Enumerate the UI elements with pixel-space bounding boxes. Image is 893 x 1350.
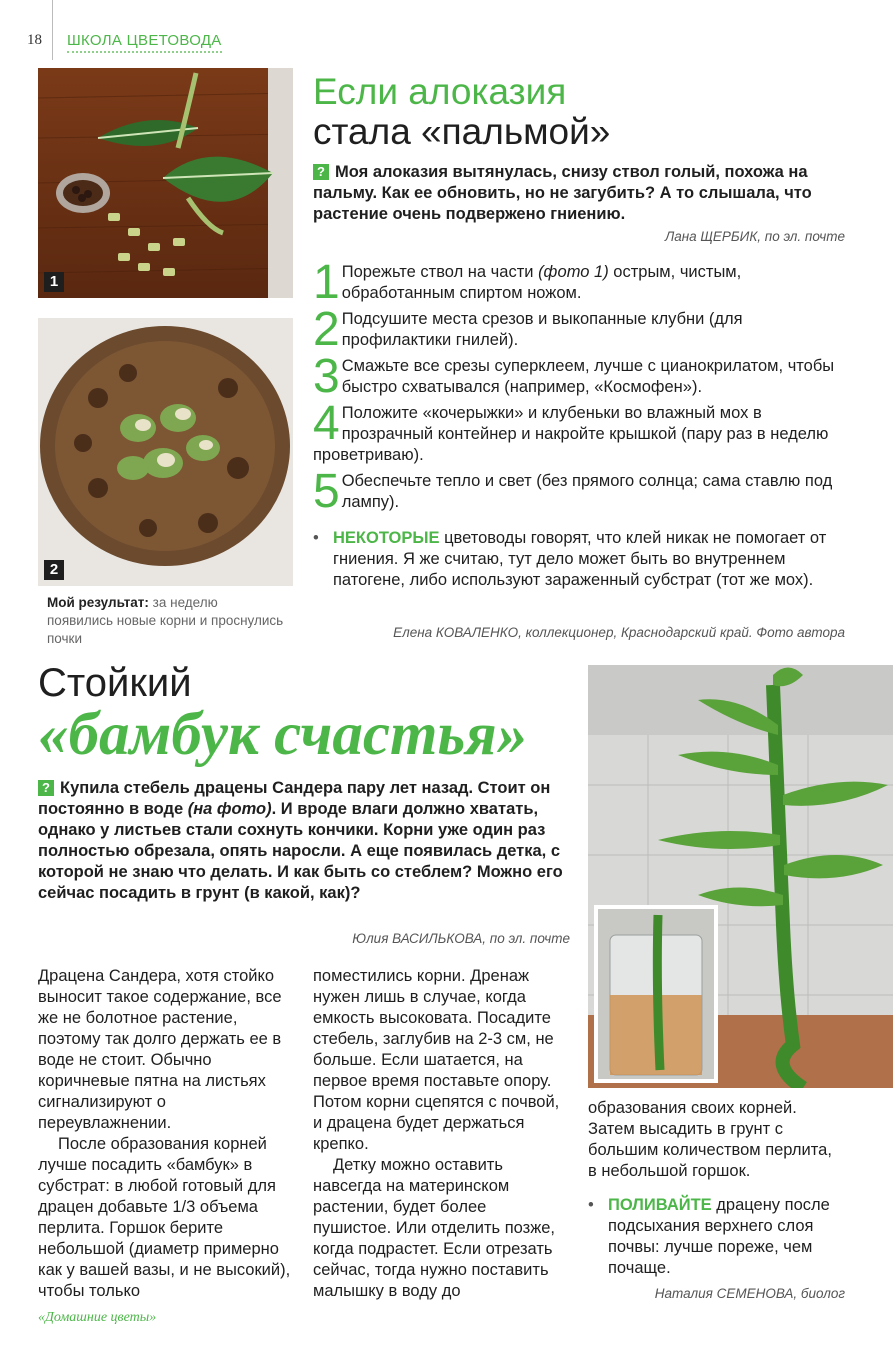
col1-paragraph-2: После образования корней лучше посадить «бамбук» в субстрат: в любой готовый для драцен добавьте 1/3 объема перлита. Горшок берите небольшой (диаметр примерно как у вашей вазы, и не высокий), чтобы только	[38, 1135, 291, 1300]
col3-paragraph-1: образования своих корней. Затем высадить в грунт с большим количеством перлита, в небольшой горшок.	[588, 1099, 832, 1180]
note-text: цветоводы говорят, что клей никак не помогает от гниения. Я же считаю, тут дело может быть во внутреннем патогене, либо используют зараженный субстрат (тот же мох).	[333, 529, 827, 589]
lucky-bamboo-image	[588, 665, 893, 1088]
step-number: 4	[313, 397, 340, 450]
article2-note	[588, 1195, 845, 1279]
section-title: ШКОЛА ЦВЕТОВОДА	[67, 32, 222, 53]
step-4	[313, 397, 845, 466]
article1-answer-signature: Елена КОВАЛЕНКО, коллекционер, Краснодарский край. Фото автора	[393, 625, 845, 640]
page-number: 18	[27, 32, 42, 48]
note-keyword: НЕКОТОРЫЕ	[333, 529, 440, 547]
article1-title-line2: стала «пальмой»	[313, 111, 611, 152]
photo-result-moss	[38, 318, 293, 586]
caption-bold: Мой результат:	[47, 595, 149, 610]
col2-paragraph-1: поместились корни. Дренаж нужен лишь в случае, когда емкость высоковата. Посадите стебель, заглубив на 2-3 см, не больше. Если шатается, на первое время поставьте опору. Потом корни сцепятся с почвой, и драцена будет держаться крепко.	[313, 967, 560, 1153]
article2-title-line1: Стойкий	[38, 661, 192, 705]
article1-question	[313, 162, 845, 225]
caption-text: за неделю появились новые корни и проснулись почки	[47, 595, 284, 646]
col2-paragraph-2: Детку можно оставить навсегда на материнском растении, будет более пушистое. Или отделить позже, когда подрастет. Если отрезать сейчас, тогда нужно поставить малышку в воду до	[313, 1156, 556, 1300]
step-number: 2	[313, 303, 340, 356]
header-divider	[52, 0, 53, 60]
article1-question-signature: Лана ЩЕРБИК, по эл. почте	[664, 229, 845, 244]
article2-question	[38, 778, 570, 904]
photo-lucky-bamboo	[588, 665, 893, 1088]
article1-question-text: Моя алоказия вытянулась, снизу ствол голый, похожа на пальму. Как ее обновить, но не загубить? А то слышала, что растение очень подвержено гниению.	[313, 163, 812, 223]
article2-title-line2: «бамбук счастья»	[38, 701, 528, 768]
step-text	[342, 263, 742, 302]
step-number: 3	[313, 350, 340, 403]
photo2-badge: 2	[44, 560, 64, 580]
col1-paragraph-1: Драцена Сандера, хотя стойко выносит такое содержание, все же не болотное растение, поэтому так долго держать ее в воде не стоит. Обычно коричневые пятна на листьях сигнализируют о переувлажнении.	[38, 967, 282, 1132]
bullet-icon: •	[313, 529, 319, 547]
article2-question-text-em: (на фото)	[187, 800, 272, 818]
step-number: 5	[313, 465, 340, 518]
article2-question-text-a: Купила стебель драцены Сандера пару лет назад. Стоит он постоянно в воде	[38, 779, 551, 818]
photo-caption	[47, 594, 287, 648]
article2-answer-signature: Наталия СЕМЕНОВА, биолог	[654, 1286, 845, 1301]
article2-column-1	[38, 966, 294, 1302]
step-text: Положите «кочерыжки» и клубеньки во влажный мох в прозрачный контейнер и накройте крышкой (пару раз в неделю проветриваю).	[313, 404, 829, 464]
step-5	[313, 465, 845, 518]
step-text: Смажьте все срезы суперклеем, лучше с цианокрилатом, чтобы быстро схватывался (например, «Космофен»).	[341, 357, 835, 396]
magazine-name: «Домашние цветы»	[38, 1310, 157, 1325]
article1-note	[313, 528, 845, 591]
article2-question-text-b: . И вроде влаги должно хватать, однако у листьев стали сохнуть кончики. Корни уже один раз полностью обрезала, опять наросли. А еще появилась детка, с которой не знаю что делать. И как быть со стеблем? Можно его сейчас посадить в грунт (в какой, как)?	[38, 800, 563, 902]
step-number: 1	[313, 256, 340, 309]
step-text-b: острым, чистым, обработанным спиртом ножом.	[341, 263, 742, 302]
article2-column-3	[588, 1098, 845, 1182]
step-text-a: Порежьте ствол на части	[341, 263, 539, 281]
article2-question-signature: Юлия ВАСИЛЬКОВА, по эл. почте	[352, 931, 570, 946]
note-text: драцену после подсыхания верхнего слоя почвы: лучше пореже, чем почаще.	[608, 1196, 830, 1277]
article2-column-2	[313, 966, 569, 1302]
step-text-em: (фото 1)	[538, 263, 609, 281]
step-1	[313, 256, 845, 309]
step-text: Подсушите места срезов и выкопанные клубни (для профилактики гнилей).	[341, 310, 743, 349]
step-text: Обеспечьте тепло и свет (без прямого солнца; сама ставлю под лампу).	[341, 472, 833, 511]
question-mark-icon: ?	[38, 780, 54, 796]
question-mark-icon: ?	[313, 164, 329, 180]
moss-container-image	[38, 318, 293, 586]
photo-alocasia-cuttings	[38, 68, 293, 298]
step-3	[313, 350, 845, 403]
photo1-badge: 1	[44, 272, 64, 292]
article1-title-line1: Если алоказия	[313, 71, 567, 112]
step-2	[313, 303, 845, 356]
bullet-icon: •	[588, 1196, 594, 1214]
note-keyword: ПОЛИВАЙТЕ	[608, 1196, 712, 1214]
alocasia-cuttings-image	[38, 68, 293, 298]
